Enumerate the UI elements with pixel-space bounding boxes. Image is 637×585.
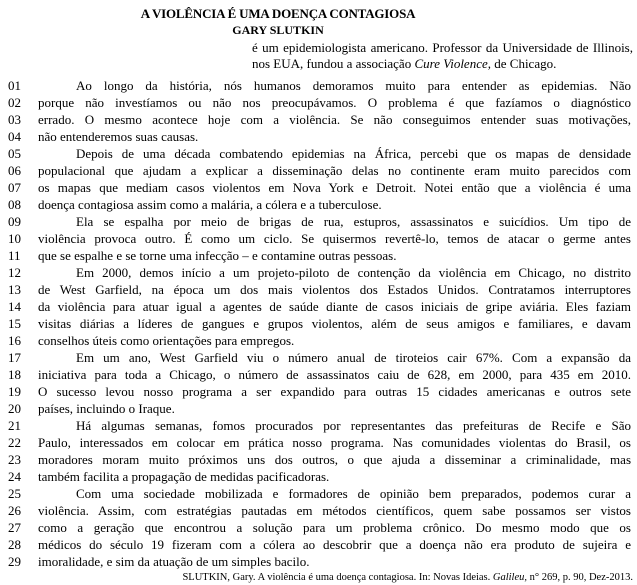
text-line — [0, 485, 637, 502]
line-number: 29 — [8, 554, 21, 569]
line-text: violência provoca outro. É como um ciclo. Se quisermos revertê-lo, temos de atacar o germe antes — [38, 231, 631, 246]
line-text: que se espalhe e se torne uma infecção – e contamine outras pessoas. — [38, 248, 397, 263]
author-name: GARY SLUTKIN — [232, 23, 324, 37]
line-text: errado. O mesmo acontece hoje com a violência. Se não conseguimos entender suas motivações, — [38, 112, 631, 127]
citation-suffix: n° 269, p. 90, Dez-2013. — [527, 572, 633, 583]
line-text: não entenderemos suas causas. — [38, 129, 199, 144]
page-title: A VIOLÊNCIA É UMA DOENÇA CONTAGIOSA — [140, 6, 416, 21]
text-line — [0, 196, 637, 213]
line-number: 25 — [8, 486, 21, 501]
line-number: 23 — [8, 452, 21, 467]
author-bio-italic: Cure Violence, — [414, 56, 491, 71]
line-number: 24 — [8, 469, 21, 484]
line-text: populacional que ajudam a explicar a disseminação delas no continente eram muito parecidos com — [38, 163, 631, 178]
text-line — [0, 179, 637, 196]
text-line — [0, 434, 637, 451]
line-text: Em um ano, West Garfield viu o número anual de tiroteios cair 67%. Com a expansão da — [76, 350, 631, 365]
line-number: 06 — [8, 163, 21, 178]
line-number: 11 — [8, 248, 21, 263]
text-line — [0, 111, 637, 128]
line-number: 22 — [8, 435, 21, 450]
text-line — [0, 553, 637, 570]
line-text: Com uma sociedade mobilizada e formadores de opinião bem preparados, podemos curar a — [76, 486, 631, 501]
citation-journal: Galileu, — [492, 572, 528, 583]
line-text: visitas diárias a líderes de gangues e grupos violentos, além de seus amigos e familiares, e davam — [38, 316, 631, 331]
text-line — [0, 366, 637, 383]
text-line — [0, 77, 637, 94]
text-line — [0, 128, 637, 145]
line-text: Ela se espalha por meio de brigas de rua, estupros, assassinatos e suicídios. Um tipo de — [76, 214, 631, 229]
line-number: 17 — [8, 350, 21, 365]
line-number: 12 — [8, 265, 21, 280]
line-number: 07 — [8, 180, 21, 195]
author-bio — [252, 40, 633, 72]
citation — [0, 571, 633, 585]
text-body — [0, 77, 637, 570]
line-text: os mapas que mediam casos violentos em Nova York e Detroit. Notei então que a violência é uma — [38, 180, 631, 195]
line-text: violência. Assim, com estratégias pautadas em métodos científicos, quem sabe possamos ser vistos — [38, 503, 631, 518]
line-text: também facilita a propagação de medidas pacificadoras. — [38, 469, 330, 484]
line-number: 15 — [8, 316, 21, 331]
line-number: 04 — [8, 129, 21, 144]
text-line — [0, 451, 637, 468]
line-text: da violência para atuar igual a agentes de saúde diante de casos iniciais de gripe aviária. Eles faziam — [38, 299, 631, 314]
line-text: médicos do século 19 fizeram com a cólera ao descobrir que a doença não era produto de sujeira e — [38, 537, 631, 552]
line-number: 20 — [8, 401, 21, 416]
text-line — [0, 281, 637, 298]
line-text: O sucesso levou nosso programa a ser expandido para outras 15 cidades americanas e outros sete — [38, 384, 631, 399]
author-bio-text: é um epidemiologista americano. Professor da Universidade de Illinois, nos EUA, fundou a associação — [252, 40, 633, 71]
line-text: Depois de uma década combatendo epidemias na África, percebi que os mapas de densidade — [76, 146, 631, 161]
text-line — [0, 94, 637, 111]
text-line — [0, 349, 637, 366]
text-line — [0, 162, 637, 179]
line-number: 02 — [8, 95, 21, 110]
citation-text: SLUTKIN, Gary. A violência é uma doença contagiosa. In: Novas Ideias. — [182, 572, 493, 583]
text-line — [0, 315, 637, 332]
line-number: 14 — [8, 299, 21, 314]
line-text: conselhos úteis como orientações para empregos. — [38, 333, 295, 348]
text-line — [0, 332, 637, 349]
line-number: 13 — [8, 282, 21, 297]
line-text: países, incluindo o Iraque. — [38, 401, 175, 416]
text-line — [0, 400, 637, 417]
line-number: 27 — [8, 520, 21, 535]
text-line — [0, 468, 637, 485]
text-line — [0, 213, 637, 230]
line-text: iniciativa para toda a Chicago, o número de assassinatos caiu de 628, em 2000, para 435 em 2010. — [38, 367, 631, 382]
text-line — [0, 417, 637, 434]
line-text: como a geração que encontrou a solução para um problema crônico. Do mesmo modo que os — [38, 520, 631, 535]
line-number: 18 — [8, 367, 21, 382]
line-number: 03 — [8, 112, 21, 127]
line-number: 26 — [8, 503, 21, 518]
line-number: 05 — [8, 146, 21, 161]
line-number: 09 — [8, 214, 21, 229]
line-number: 08 — [8, 197, 21, 212]
line-text: porque não investíamos ou não nos preocupávamos. O problema é que fazíamos o diagnóstico — [38, 95, 631, 110]
line-number: 01 — [8, 78, 21, 93]
line-text: Em 2000, demos início a um projeto-piloto de contenção da violência em Chicago, no distrito — [76, 265, 631, 280]
line-text: Há algumas semanas, fomos procurados por representantes das prefeituras de Recife e São — [76, 418, 631, 433]
line-number: 28 — [8, 537, 21, 552]
line-text: imoralidade, e sim da atuação de um simples bacilo. — [38, 554, 310, 569]
text-line — [0, 383, 637, 400]
text-line — [0, 145, 637, 162]
document-header — [0, 0, 556, 38]
text-line — [0, 230, 637, 247]
line-number: 16 — [8, 333, 21, 348]
line-number: 19 — [8, 384, 21, 399]
line-text: Ao longo da história, nós humanos demoramos muito para entender as epidemias. Não — [76, 78, 631, 93]
text-line — [0, 247, 637, 264]
text-line — [0, 536, 637, 553]
text-line — [0, 502, 637, 519]
line-text: moradores moram muito próximos uns dos outros, o que ajuda a disseminar a criminalidade, mas — [38, 452, 631, 467]
line-number: 10 — [8, 231, 21, 246]
author-bio-suffix: de Chicago. — [491, 56, 557, 71]
line-text: doença contagiosa assim como a malária, a cólera e a tuberculose. — [38, 197, 382, 212]
text-line — [0, 298, 637, 315]
line-number: 21 — [8, 418, 21, 433]
line-text: Paulo, interessados em colocar em prática nosso programa. Nas comunidades violentas do Brasil, os — [38, 435, 631, 450]
text-line — [0, 519, 637, 536]
line-text: de West Garfield, na época um dos mais violentos dos Estados Unidos. Contratamos interruptores — [38, 282, 631, 297]
text-line — [0, 264, 637, 281]
